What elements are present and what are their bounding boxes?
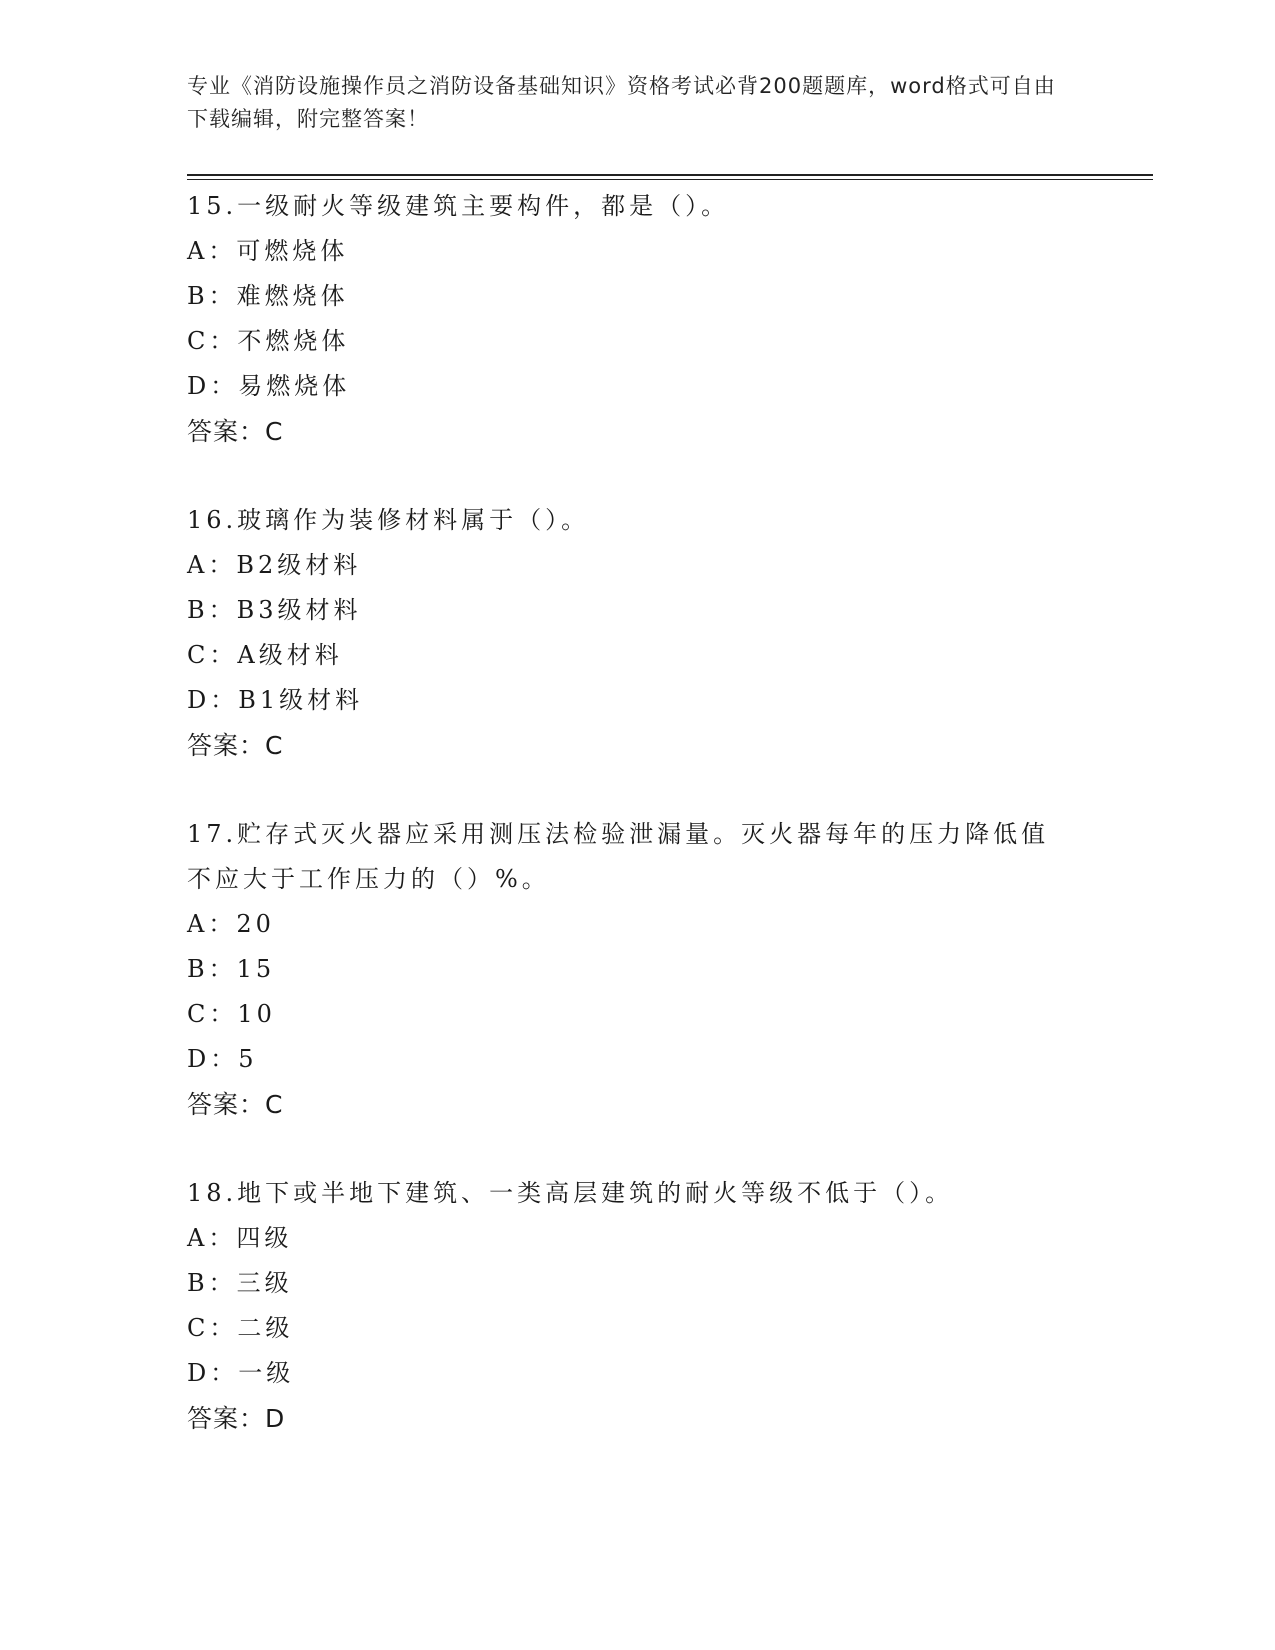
option-a: A：B2级材料: [187, 551, 362, 579]
question-16: [187, 498, 1147, 769]
option-a: A：四级: [187, 1224, 293, 1252]
option-a: A：20: [187, 910, 275, 938]
option-b: B：15: [187, 955, 276, 983]
document-header: 专业《消防设施操作员之消防设备基础知识》资格考试必背200题题库，word格式可自由下载编辑，附完整答案！: [187, 74, 1056, 131]
option-d: D：B1级材料: [187, 686, 364, 714]
option-a: A：可燃烧体: [187, 237, 349, 265]
question-15: [187, 184, 1147, 455]
answer-line: 答案：C: [187, 731, 284, 760]
question-title: 17.贮存式灭火器应采用测压法检验泄漏量。灭火器每年的压力降低值不应大于工作压力的（）%。: [187, 820, 1050, 893]
option-c: C：不燃烧体: [187, 327, 350, 355]
option-d: D：易燃烧体: [187, 372, 351, 400]
answer-line: 答案：D: [187, 1404, 286, 1433]
question-title: 15.一级耐火等级建筑主要构件，都是（）。: [187, 192, 730, 220]
question-title: 16.玻璃作为装修材料属于（）。: [187, 506, 590, 534]
option-d: D：一级: [187, 1359, 295, 1387]
option-b: B：B3级材料: [187, 596, 362, 624]
answer-line: 答案：C: [187, 417, 284, 446]
document-page: [187, 70, 1147, 1442]
header-divider: [187, 174, 1153, 180]
question-18: [187, 1171, 1147, 1442]
option-b: B：难燃烧体: [187, 282, 349, 310]
question-17: [187, 812, 1147, 1128]
option-c: C：A级材料: [187, 641, 343, 669]
question-title: 18.地下或半地下建筑、一类高层建筑的耐火等级不低于（）。: [187, 1179, 954, 1207]
option-b: B：三级: [187, 1269, 293, 1297]
answer-line: 答案：C: [187, 1090, 284, 1119]
option-d: D：5: [187, 1045, 258, 1073]
option-c: C：10: [187, 1000, 276, 1028]
option-c: C：二级: [187, 1314, 294, 1342]
